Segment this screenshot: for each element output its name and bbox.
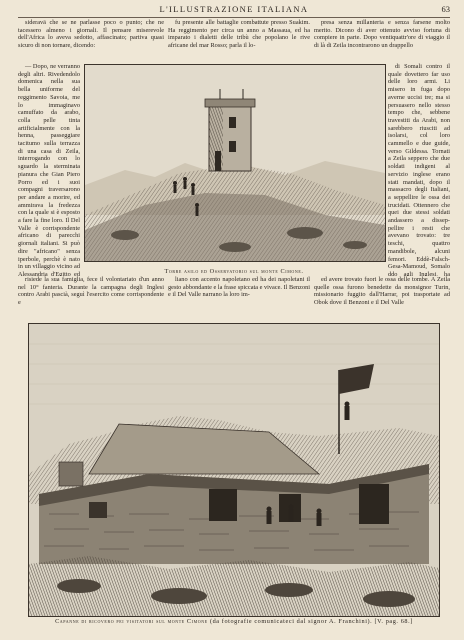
text-column-middle-bottom bbox=[168, 276, 310, 322]
caption-bottom-credit: (da fotografie comunicateci dal signor A. Franchini). [V. pag. 68.] bbox=[209, 618, 413, 625]
magazine-title: L'ILLUSTRAZIONE ITALIANA bbox=[159, 4, 309, 14]
paragraph: risiede la sua famiglia, fece il volontariato d'un anno nel 10° fanteria. Durante la campagna degli Inglesi contro Arabi pascià, seguì l'esercito come corrispondente e bbox=[18, 276, 164, 307]
caption-bottom-figure bbox=[18, 618, 450, 625]
paragraph: di Somali contro il quale dovettero far uso delle loro armi. Li misero in fuga dopo averne uccisi tre; ma si persuasero nello stesso tempo che, sebbene travestiti da Arabi, non sarebbero riusciti ad isolarsi, col loro cammello e due guide, verso Gildessa. Tornati a Zeila seppero che due soldati indigeni al servizio inglese erano stati mandati, dopo il massacro degli Italiani, a seppellire le ossa dei trucidati. Ottennero che quei due stessi soldati andassero a disseppellire i resti che avevano trovato: tre teschi, quattro mandibole, alcuni femori. Eddè-Falsch-Gesa-Mamoud, Somalo ddo agli Inglesi, ha bbox=[388, 63, 450, 276]
text-column-left-bottom bbox=[18, 276, 164, 322]
paragraph: sideravā che se ne parlasse poco o punto; che ne tacessero almeno i giornali. Il pensare miserevole dell'Africa lo aveva sedotto, affascinato; partiva quasi sicuro di non tornare, dicendo: bbox=[18, 19, 164, 50]
huts-engraving bbox=[29, 324, 439, 616]
text-column-middle-top bbox=[168, 19, 310, 63]
running-header bbox=[18, 4, 450, 16]
text-column-right-wrap bbox=[388, 63, 450, 276]
paragraph: fu presente alle battaglie combattute presso Suakim. Ha reggimento per circa un anno a Massaua, ed ha imparato i dialetti delle tribù che popolano le rive africane del mar Rosso; parla il lo- bbox=[168, 19, 310, 50]
paragraph: presa senza millanteria e senza farsene molto merito. Dicono di aver ottenuto avviso fortuna di compiere in parte. Dopo ventiquattr'ore di viaggio il di là di Zeila incontrarono un drappello bbox=[314, 19, 450, 50]
page-number: 63 bbox=[441, 4, 450, 14]
text-column-left-wrap bbox=[18, 63, 80, 276]
tower-engraving bbox=[85, 65, 385, 261]
header-rule bbox=[18, 17, 450, 18]
text-column-left-top bbox=[18, 19, 164, 63]
caption-top-figure: Torre asilo ed Osservatorio sul monte Cimone. bbox=[164, 268, 304, 275]
paragraph: — Dopo, ne verranno degli altri. Rivedendolo domenica nella sua bella uniforme del reggimento Savoia, me lo immaginavo camuffato da arabo, colla pelle tinta artificialmente con la henna, passeggiare tacitumo sulla terrazza di una casa di Zeila, interrogando con lo sguardo la sterminata pianura che Gian Piero Porro ed i suoi compagni traversarono per andare a morire, ed ammirava la fredezza con la quale si è esposto a fare la fine loro. Il Del Valle è corrispondente africano di parecchi giornali italiani. Si può dire "africano" senza iperbole, perchè è nato in un villaggio vicino ad Alessandria d'Egitto ed bbox=[18, 63, 80, 276]
paragraph: liano con accento napoletano ed ha dei napoletani il gesto abbondante e la frase spiccata e vivace. Il Benzoni e il Del Valle narrano la loro im- bbox=[168, 276, 310, 299]
figure-tower-observatory bbox=[84, 64, 386, 262]
figure-shelter-huts bbox=[28, 323, 440, 617]
caption-bottom-main: Capanne di ricovero pei visitatori sul monte Cimone bbox=[55, 618, 208, 625]
text-column-right-bottom bbox=[314, 276, 450, 322]
paragraph: ed avere trovato fuori le ossa delle tombe. A Zeila quelle ossa furono benedette da monsignor Turin, missionario fuggito dall'Harrar, poi trasportate ad Obok dove il Benzoni e il Del Valle bbox=[314, 276, 450, 307]
text-column-right-top bbox=[314, 19, 450, 63]
